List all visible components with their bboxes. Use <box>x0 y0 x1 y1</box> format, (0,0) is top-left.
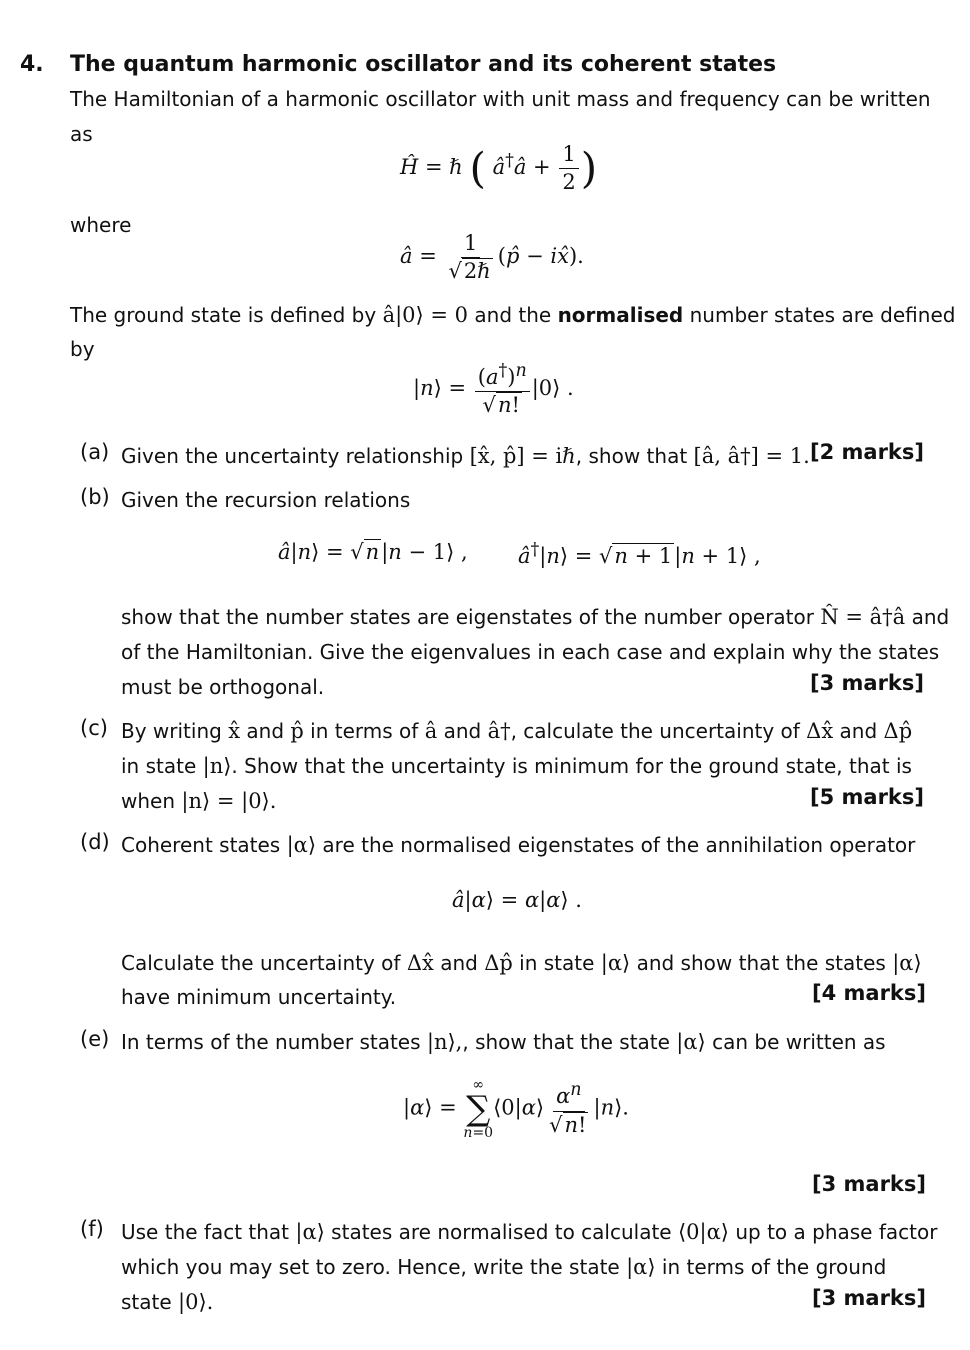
part-d-label: (d) <box>80 830 110 854</box>
number-state-definition: |n⟩ = $\frac{(a^\dagger)^n}{√n!}$ |0⟩ . <box>413 361 574 418</box>
part-b-text: Given the recursion relations <box>121 488 411 512</box>
part-a-label: (a) <box>80 440 110 464</box>
part-c-label: (c) <box>80 716 108 740</box>
part-d-line-1 <box>121 828 915 862</box>
delta-p-d: Δp̂ <box>484 951 513 975</box>
recursion-relation-lowering: â|n⟩ = √n|n − 1⟩ , <box>278 540 468 564</box>
part-f-l3-a: state <box>121 1290 179 1314</box>
ground-equation: â|0⟩ = 0 <box>382 303 469 327</box>
part-d-l1-b: are the normalised eigenstates of the annihilation operator <box>316 833 916 857</box>
ket-0-f: |0⟩. <box>178 1290 214 1314</box>
part-f-l2-a: which you may set to zero. Hence, write the state <box>121 1255 627 1279</box>
part-a-text-a: Given the uncertainty relationship <box>121 444 470 468</box>
part-b-label: (b) <box>80 485 110 509</box>
part-b-line-1-end: and <box>911 605 950 629</box>
part-f-l2-b: in terms of the ground <box>655 1255 887 1279</box>
coherent-eigen-equation: â|α⟩ = α|α⟩ . <box>452 888 582 912</box>
part-c-l1-f: and <box>833 719 884 743</box>
intro-line-1: The Hamiltonian of a harmonic oscillator with unit mass and frequency can be written <box>70 87 931 111</box>
part-e-l1-c: can be written as <box>705 1030 886 1054</box>
part-d-l2-a: Calculate the uncertainty of <box>121 951 407 975</box>
part-e-marks: [3 marks] <box>812 1172 926 1196</box>
ket-n-e: |n⟩, <box>426 1030 463 1054</box>
part-d-line-2 <box>121 946 922 980</box>
annihilation-definition: â = $\frac{1}{\text{√2ℏ}}$ (p̂ − ix̂). <box>400 231 584 284</box>
part-e-label: (e) <box>80 1027 110 1051</box>
ket-alpha: |α⟩ <box>286 833 317 857</box>
recursion-relation-raising: â†|n⟩ = √n + 1|n + 1⟩ , <box>518 540 761 568</box>
part-f-line-2 <box>121 1250 886 1284</box>
ket-alpha-f2: |α⟩ <box>626 1255 656 1279</box>
part-f-l1-c: up to a phase factor <box>729 1220 938 1244</box>
ket-alpha-f1: |α⟩ <box>295 1220 325 1244</box>
part-c-l1-a: By writing <box>121 719 229 743</box>
part-f-label: (f) <box>80 1217 104 1241</box>
part-d-l2-d: and show that the states <box>630 951 893 975</box>
part-c-marks: [5 marks] <box>810 785 924 809</box>
part-d-l2-b: and <box>433 951 485 975</box>
ground-text-c: number states are defined <box>683 303 956 327</box>
normalised-bold: normalised <box>557 303 684 327</box>
intro-line-2: as <box>70 122 93 146</box>
part-d-marks: [4 marks] <box>812 981 926 1005</box>
ground-text-b: and the <box>468 303 558 327</box>
part-e-l1-b: , show that the state <box>462 1030 677 1054</box>
part-a-marks: [2 marks] <box>810 440 924 464</box>
part-b-line-3: must be orthogonal. <box>121 675 325 699</box>
part-b-line-2: of the Hamiltonian. Give the eigenvalues in each case and explain why the states <box>121 640 940 664</box>
ket-n-equals-ground: |n⟩ = |0⟩. <box>181 789 277 813</box>
ground-state-line-1 <box>70 298 955 332</box>
part-c-l2-a: in state <box>121 754 203 778</box>
ket-n: |n⟩ <box>202 754 232 778</box>
part-e-l1-a: In terms of the number states <box>121 1030 427 1054</box>
part-c-l1-d: and <box>437 719 488 743</box>
part-f-l1-a: Use the fact that <box>121 1220 296 1244</box>
question-title: The quantum harmonic oscillator and its coherent states <box>70 52 777 77</box>
part-e-line-1 <box>121 1025 886 1059</box>
ket-alpha-e: |α⟩ <box>676 1030 706 1054</box>
part-a-text-b: , show that <box>575 444 694 468</box>
a-dagger-operator: â† <box>487 719 511 743</box>
part-d-l1-a: Coherent states <box>121 833 287 857</box>
part-c-l1-b: and <box>240 719 291 743</box>
number-operator: N̂ = â†â <box>820 605 906 629</box>
part-c-l1-e: , calculate the uncertainty of <box>510 719 807 743</box>
where-label: where <box>70 213 132 237</box>
ground-state-line-2: by <box>70 337 95 361</box>
overlap-0-alpha: ⟨0|α⟩ <box>677 1220 729 1244</box>
part-b-marks: [3 marks] <box>810 671 924 695</box>
ket-alpha-d1: |α⟩ <box>600 951 631 975</box>
coherent-expansion: |α⟩ = ∞ ∑ n=0 ⟨0|α⟩ $\frac{\alpha^n}{√n!}$ |n⟩. <box>403 1077 629 1141</box>
part-d-line-3: have minimum uncertainty. <box>121 985 397 1009</box>
part-c-l1-c: in terms of <box>303 719 425 743</box>
part-f-line-1 <box>121 1215 937 1249</box>
part-c-l3-a: when <box>121 789 182 813</box>
delta-p: Δp̂ <box>883 719 913 743</box>
x-operator: x̂ <box>228 719 241 743</box>
ket-alpha-d2: |α⟩ <box>892 951 922 975</box>
part-a-text <box>121 439 810 473</box>
part-c-line-1 <box>121 714 912 748</box>
part-b-line-1 <box>121 600 949 634</box>
a-operator: â <box>424 719 438 743</box>
part-b-line-1-text: show that the number states are eigenstates of the number operator <box>121 605 814 629</box>
hamiltonian-equation: Ĥ = ℏ ( â†â + $\frac{1}{2}$ ) <box>400 142 598 195</box>
commutator-a-adag: [â, â†] = 1. <box>693 444 810 468</box>
p-operator: p̂ <box>290 719 304 743</box>
part-f-marks: [3 marks] <box>812 1286 926 1310</box>
part-d-l2-c: in state <box>512 951 601 975</box>
part-c-line-2 <box>121 749 912 783</box>
question-number: 4. <box>20 52 44 77</box>
commutator-xp: [x̂, p̂] = iℏ <box>469 444 576 468</box>
part-c-l2-b: . Show that the uncertainty is minimum for the ground state, that is <box>231 754 912 778</box>
delta-x-d: Δx̂ <box>406 951 434 975</box>
part-f-line-3 <box>121 1285 213 1319</box>
ground-text-a: The ground state is defined by <box>70 303 383 327</box>
part-f-l1-b: states are normalised to calculate <box>324 1220 678 1244</box>
delta-x: Δx̂ <box>806 719 834 743</box>
part-c-line-3 <box>121 784 276 818</box>
